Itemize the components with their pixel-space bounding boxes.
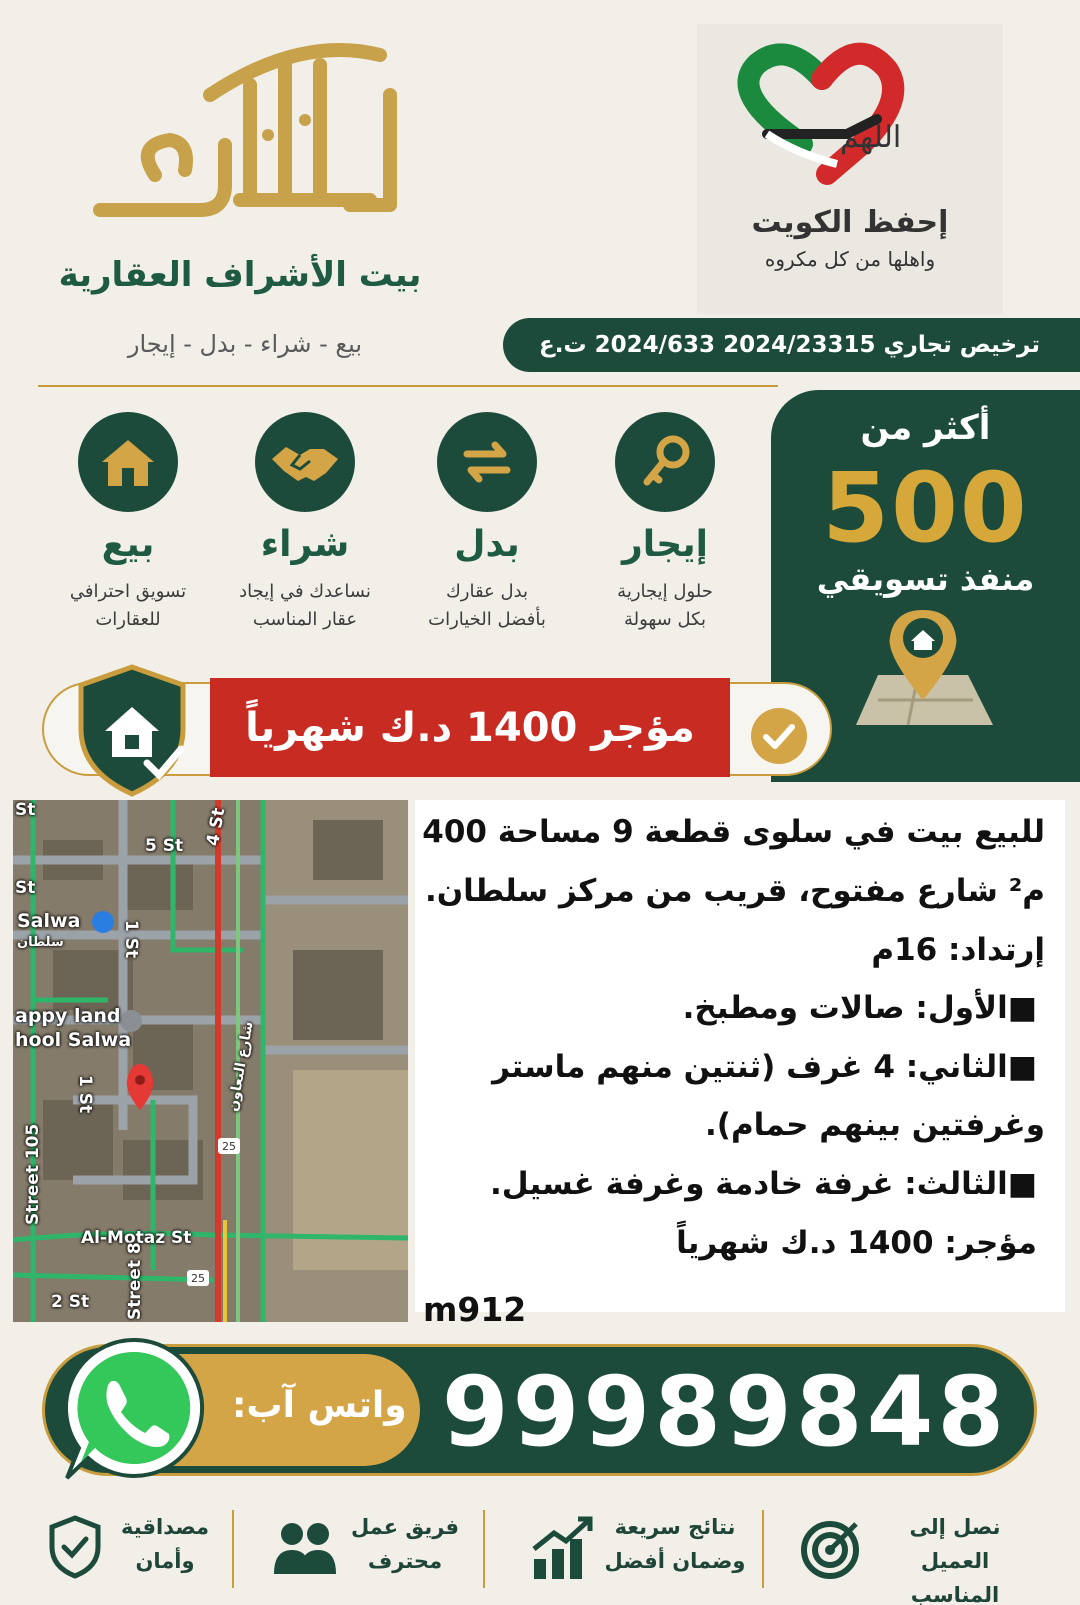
outlets-label: منفذ تسويقي bbox=[816, 560, 1035, 598]
growth-chart-icon bbox=[530, 1515, 596, 1585]
whatsapp-number[interactable]: 99989848 bbox=[441, 1356, 1009, 1468]
map-street-label: Street 105 bbox=[23, 1123, 43, 1225]
map-street-label: شارع التعاون bbox=[225, 1020, 257, 1113]
feature-trust-text bbox=[110, 1510, 220, 1578]
divider bbox=[483, 1510, 485, 1588]
map-place-label: سلطان bbox=[17, 935, 64, 950]
feature-line: نتائج سريعة bbox=[614, 1515, 736, 1539]
map-place-label: appy land bbox=[15, 1005, 121, 1027]
listing-reference: m912 bbox=[423, 1290, 527, 1329]
map-street-label: Al-Motaz St bbox=[81, 1228, 192, 1248]
outlets-more-than: أكثر من bbox=[860, 408, 991, 448]
map-place-label: hool Salwa bbox=[15, 1029, 132, 1051]
map-street-label: 4 St bbox=[203, 806, 230, 848]
divider bbox=[38, 385, 778, 387]
kuwait-subslogan: واهلها من كل مكروه bbox=[764, 247, 936, 271]
kuwait-slogan: إحفظ الكويت bbox=[751, 205, 949, 240]
shield-check-icon bbox=[48, 1515, 102, 1583]
handshake-icon bbox=[255, 412, 355, 512]
svg-text:25: 25 bbox=[191, 1272, 205, 1285]
house-icon bbox=[78, 412, 178, 512]
exchange-icon bbox=[437, 412, 537, 512]
team-icon bbox=[272, 1518, 338, 1580]
kuwait-prayer-text: اللهم bbox=[840, 120, 902, 155]
service-exchange bbox=[407, 412, 567, 634]
service-desc: بدل عقارك bbox=[445, 581, 529, 602]
map-street-label: 1 St bbox=[75, 1075, 95, 1114]
service-desc: حلول إيجارية bbox=[617, 581, 713, 602]
license-bar bbox=[503, 318, 1080, 372]
feature-team-text bbox=[345, 1510, 465, 1578]
license-tr-number: 2024/633 ت.ع bbox=[539, 332, 716, 358]
listing-line: إرتداد: 16م bbox=[871, 932, 1045, 968]
listing-line: م² شارع مفتوح، قريب من مركز سلطان. bbox=[424, 873, 1045, 909]
map-street-label: St bbox=[15, 800, 36, 820]
service-rent bbox=[585, 412, 745, 634]
service-desc: نساعدك في إيجاد bbox=[239, 581, 371, 602]
service-sell bbox=[48, 412, 208, 634]
svg-text:25: 25 bbox=[222, 1140, 236, 1153]
company-name: بيت الأشراف العقارية bbox=[58, 255, 422, 295]
service-desc: بأفضل الخيارات bbox=[428, 609, 546, 630]
service-title: بيع bbox=[101, 524, 155, 565]
listing-line: ■الثاني: 4 غرف (ثنتين منهم ماستر bbox=[492, 1049, 1037, 1085]
listing-description bbox=[415, 800, 1065, 1312]
feature-line: فريق عمل bbox=[350, 1515, 460, 1539]
map-street-label: 5 St bbox=[145, 836, 184, 856]
service-title: شراء bbox=[260, 524, 350, 565]
service-title: إيجار bbox=[621, 524, 709, 565]
shield-house-icon bbox=[75, 663, 190, 802]
feature-target-text bbox=[875, 1510, 1035, 1605]
divider bbox=[232, 1510, 234, 1588]
feature-line: نصل إلى bbox=[909, 1515, 1001, 1539]
listing-line: ■الأول: صالات ومطبخ. bbox=[682, 990, 1037, 1026]
license-label: ترخيص تجاري bbox=[883, 332, 1040, 358]
whatsapp-label: واتس آب: bbox=[232, 1385, 407, 1426]
service-desc: للعقارات bbox=[95, 609, 161, 630]
feature-line: وضمان أفضل bbox=[604, 1549, 746, 1573]
divider bbox=[762, 1510, 764, 1588]
company-tagline: بيع - شراء - بدل - إيجار bbox=[127, 330, 363, 358]
service-desc: بكل سهولة bbox=[623, 609, 707, 630]
service-desc: تسويق احترافي bbox=[69, 581, 187, 602]
service-buy bbox=[225, 412, 385, 634]
location-map[interactable] bbox=[13, 800, 408, 1322]
service-desc: عقار المناسب bbox=[252, 609, 358, 630]
feature-results-text bbox=[600, 1510, 750, 1578]
key-icon bbox=[615, 412, 715, 512]
listing-line: ■الثالث: غرفة خادمة وغرفة غسيل. bbox=[490, 1166, 1037, 1202]
map-street-label: 2 St bbox=[51, 1292, 90, 1312]
map-pin-icon bbox=[848, 605, 998, 739]
map-place-label: Salwa bbox=[17, 910, 81, 932]
check-circle-icon bbox=[749, 706, 809, 770]
feature-line: محترف bbox=[367, 1549, 443, 1573]
map-street-label: St bbox=[15, 878, 36, 898]
feature-line: وأمان bbox=[135, 1549, 195, 1573]
map-street-label: Street 8 bbox=[125, 1242, 145, 1320]
rent-price-banner: مؤجر 1400 د.ك شهرياً bbox=[210, 678, 730, 777]
heart-flag-icon bbox=[697, 24, 1003, 214]
license-number: 2024/23315 bbox=[723, 332, 876, 358]
feature-line: مصداقية bbox=[120, 1515, 210, 1539]
target-icon bbox=[800, 1518, 862, 1584]
listing-line: مؤجر: 1400 د.ك شهرياً bbox=[676, 1225, 1037, 1261]
listing-line: وغرفتين بينهم حمام). bbox=[705, 1107, 1045, 1143]
outlets-count: 500 bbox=[822, 452, 1029, 564]
map-street-label: 1 St bbox=[121, 920, 141, 959]
feature-line: العميل المناسب bbox=[910, 1549, 1000, 1605]
whatsapp-icon[interactable] bbox=[55, 1330, 215, 1490]
listing-line: للبيع بيت في سلوى قطعة 9 مساحة 400 bbox=[422, 814, 1045, 850]
service-title: بدل bbox=[454, 524, 520, 565]
